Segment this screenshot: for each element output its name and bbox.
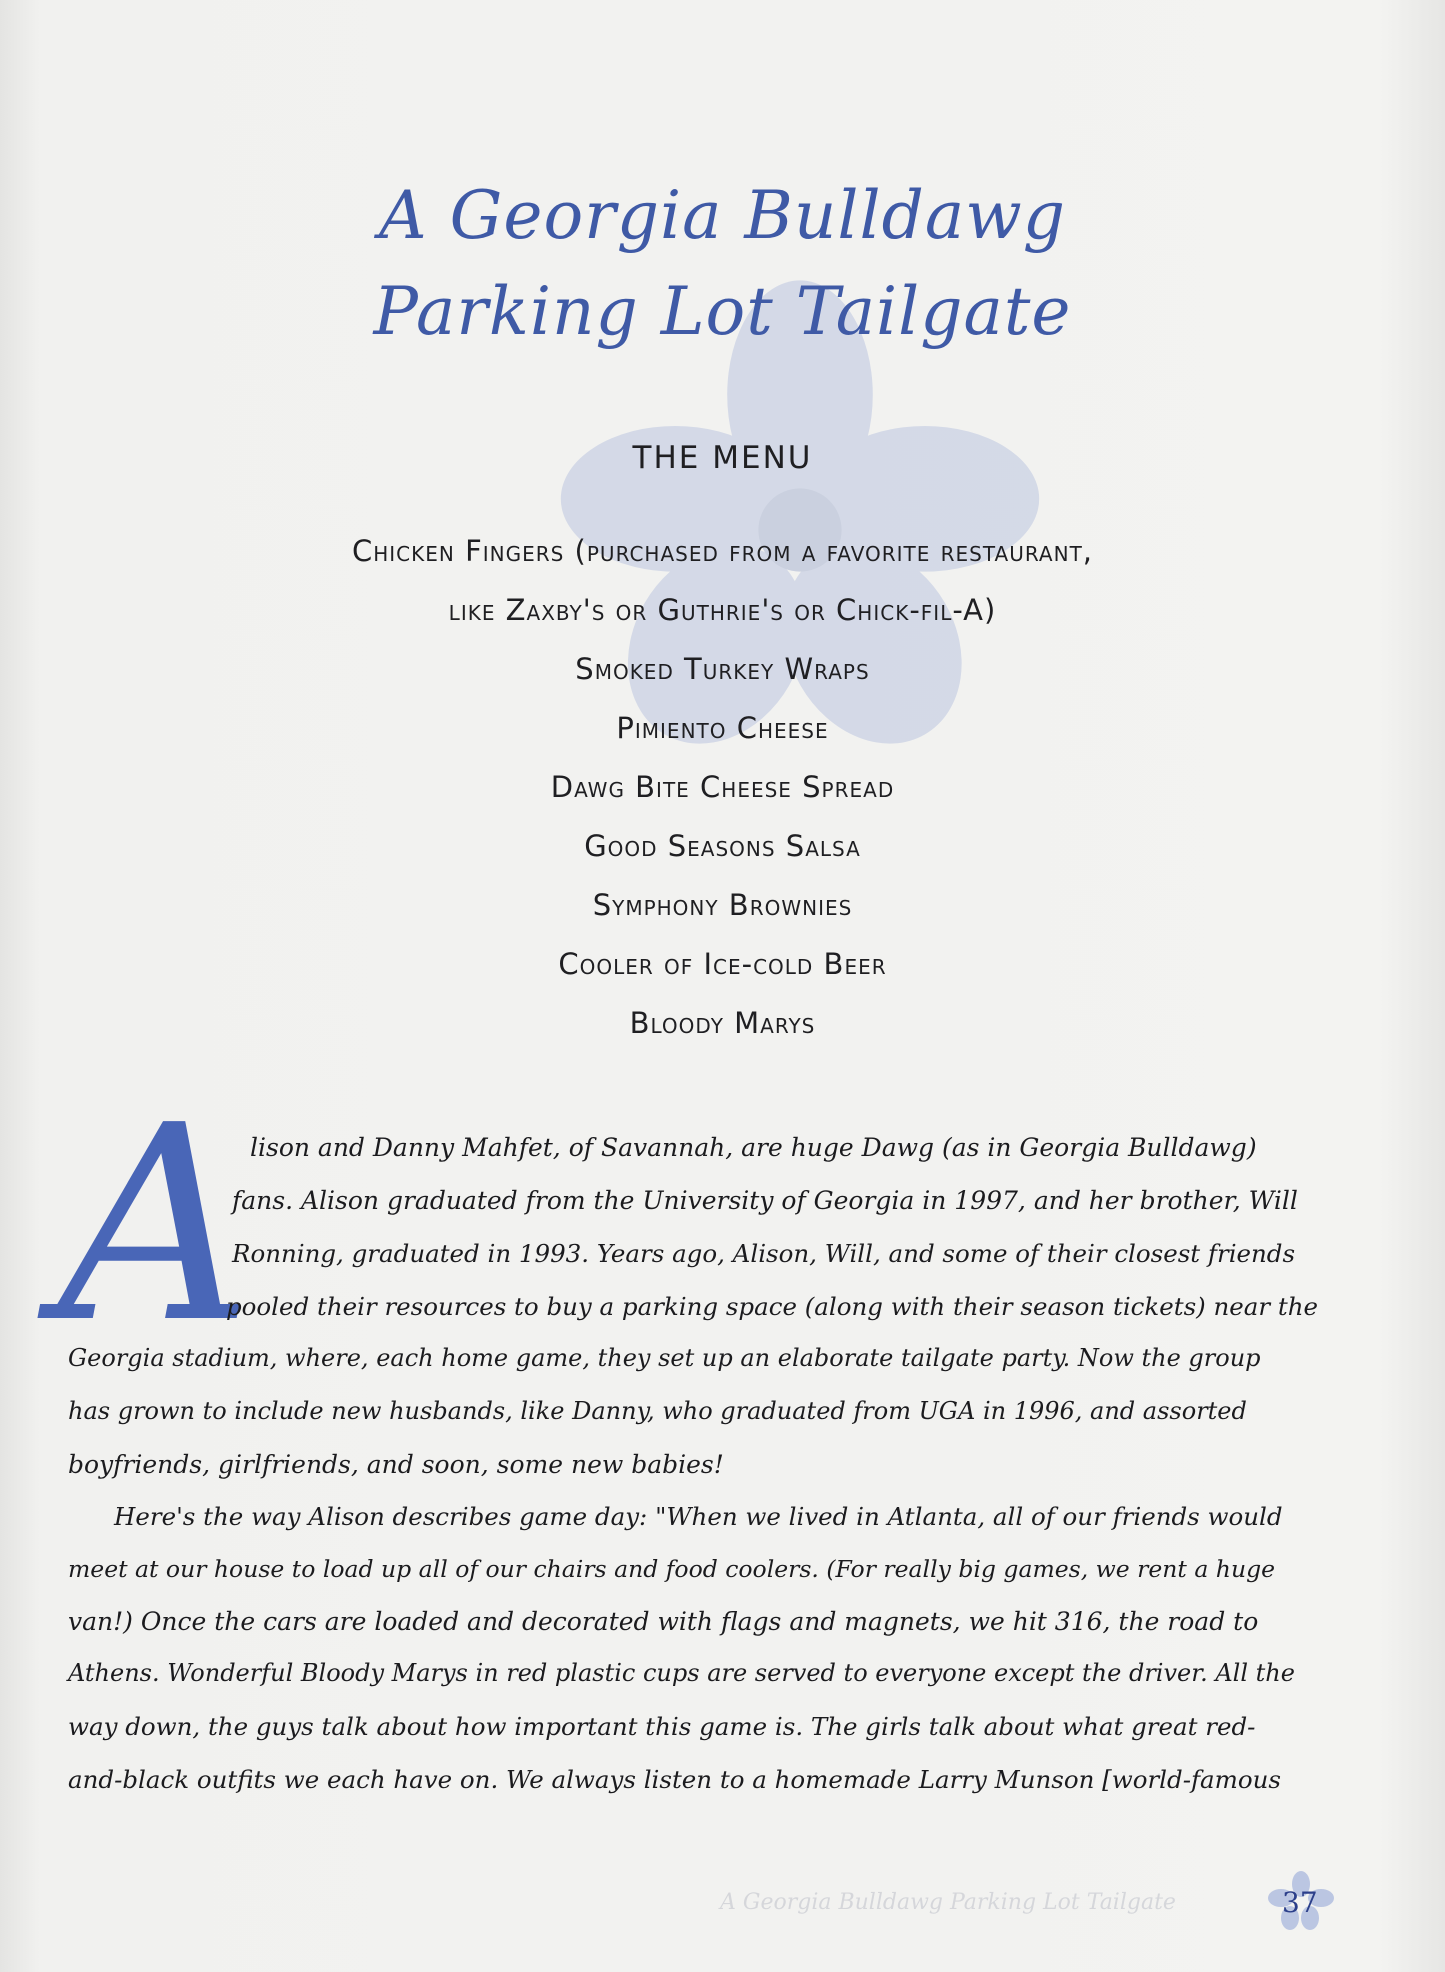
text-line: Ronning, graduated in 1993. Years ago, Alison, Will, and some of their closest friends xyxy=(232,1239,1296,1268)
text-line: fans. Alison graduated from the University of Georgia in 1997, and her brother, Will xyxy=(232,1186,1298,1215)
menu-item: Good Seasons Salsa xyxy=(584,829,861,863)
menu-item: like Zaxby's or Guthrie's or Chick-fil-A) xyxy=(448,593,997,627)
menu-item: Symphony Brownies xyxy=(592,888,853,922)
menu-item: Bloody Marys xyxy=(629,1006,816,1040)
text-line: Athens. Wonderful Bloody Marys in red plastic cups are served to everyone except the driver. All the xyxy=(68,1659,1295,1687)
title-line-2: Parking Lot Tailgate xyxy=(373,273,1072,350)
menu-item: Cooler of Ice-cold Beer xyxy=(558,947,887,981)
text-line: van!) Once the cars are loaded and decorated with flags and magnets, we hit 316, the road to xyxy=(68,1607,1259,1636)
text-line: Here's the way Alison describes game day: "When we lived in Atlanta, all of our friends would xyxy=(114,1502,1283,1531)
text-line: lison and Danny Mahfet, of Savannah, are huge Dawg (as in Georgia Bulldawg) xyxy=(250,1133,1257,1162)
text-line: and-black outfits we each have on. We always listen to a homemade Larry Munson [world-famous xyxy=(68,1765,1281,1794)
menu-item: Smoked Turkey Wraps xyxy=(575,652,870,686)
drop-cap: A xyxy=(58,1067,253,1382)
menu-item: Chicken Fingers (purchased from a favorite restaurant, xyxy=(351,534,1094,568)
running-footer: A Georgia Bulldawg Parking Lot Tailgate xyxy=(720,1890,1176,1915)
text-line: boyfriends, girlfriends, and soon, some new babies! xyxy=(68,1450,724,1479)
text-line: has grown to include new husbands, like Danny, who graduated from UGA in 1996, and assorted xyxy=(68,1397,1247,1425)
text-line: pooled their resources to buy a parking space (along with their season tickets) near the xyxy=(226,1292,1318,1321)
menu-item: Pimiento Cheese xyxy=(616,711,829,745)
text-line: way down, the guys talk about how important this game is. The girls talk about what great red- xyxy=(68,1712,1256,1741)
menu-heading: THE MENU xyxy=(632,440,813,476)
page-title xyxy=(0,168,1445,360)
menu-list xyxy=(0,522,1445,1053)
title-line-1: A Georgia Bulldawg xyxy=(379,177,1066,254)
menu-item: Dawg Bite Cheese Spread xyxy=(550,770,895,804)
page-number: 37 xyxy=(1282,1886,1318,1919)
text-line: Georgia stadium, where, each home game, they set up an elaborate tailgate party. Now the group xyxy=(68,1344,1261,1372)
text-line: meet at our house to load up all of our chairs and food coolers. (For really big games, we rent a huge xyxy=(68,1555,1276,1583)
